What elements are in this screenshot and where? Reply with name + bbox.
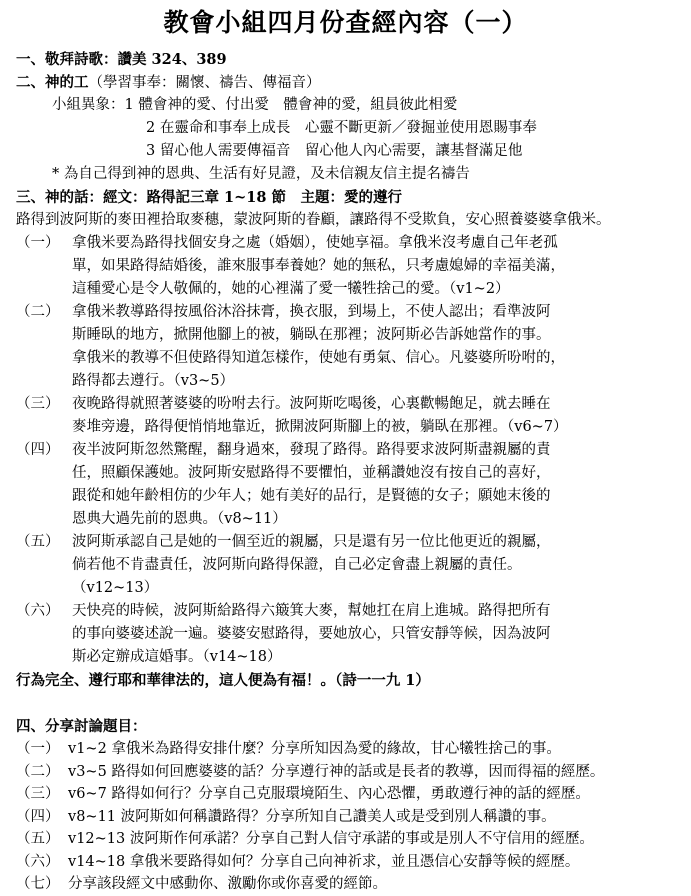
study-item-line: 波阿斯承認自己是她的一個至近的親屬，只是還有另一位比他更近的親屬， [72,534,551,550]
section3-label: 三、神的話：經文：路得記三章 1~18 節 主題：愛的遵行 [16,189,403,206]
study-item-line: 這種愛心是令人敬佩的，她的心裡滿了愛一犧牲捨己的愛。（v1~2） [72,281,510,297]
spacer [0,692,691,715]
study-item [0,439,691,531]
study-item-line: 單，如果路得結婚後，誰來服事奉養她？她的無私，只考慮媳婦的幸福美滿， [72,258,565,274]
study-item [0,531,691,600]
vision-item-2: 2 在靈命和事奉上成長 心靈不斷更新／發掘並使用恩賜事奉 [146,120,537,136]
study-item-line: 拿俄米的教導不但使路得知道怎樣作，使她有勇氣、信心。凡婆婆所吩咐的， [72,350,565,366]
study-item-body [72,232,682,301]
question-text: v3~5 路得如何回應婆婆的話？分享遵行神的話或是長者的教導，因而得福的經歷。 [68,763,605,780]
study-item [0,393,691,439]
question-item [0,851,691,874]
page-title: 教會小組四月份查經內容（一） [163,8,528,37]
study-item-body [72,531,682,600]
study-item [0,301,691,393]
section1-value: 讚美 324、389 [117,51,227,68]
question-number: （四） [16,808,60,825]
question-item [0,783,691,806]
blessing-verse: 行為完全、遵行耶和華律法的，這人便為有福！。（詩一一九 1） [16,672,430,689]
study-item-number: （二） [16,304,60,320]
vision-item-1: 1 體會神的愛、付出愛 體會神的愛，組員彼此相愛 [124,97,458,113]
study-item-number: （五） [16,534,60,550]
vision-label: 小組異象： [52,97,125,113]
question-number: （七） [16,876,60,892]
vision-line-2 [0,117,691,140]
study-item [0,600,691,669]
study-item-line: 跟從和她年齡相仿的少年人；她有美好的品行，是賢德的女子；願她末後的 [72,488,551,504]
question-item [0,873,691,896]
study-item-number: （一） [16,235,60,251]
study-item-number: （六） [16,603,60,619]
study-item-line: 拿俄米要為路得找個安身之處（婚姻），使她享福。拿俄米沒考慮自己年老孤 [72,235,558,251]
gods-work-line [0,71,691,94]
study-item-line: 的事向婆婆述說一遍。婆婆安慰路得，要她放心，只管安靜等候，因為波阿 [72,626,551,642]
question-text: v12~13 波阿斯作何承諾？分享自己對人信守承諾的事或是別人不守信用的經歷。 [68,831,594,847]
question-text: v8~11 波阿斯如何稱讚路得？分享所知自己讚美人或是受到別人稱讚的事。 [68,808,556,825]
question-item [0,828,691,851]
study-item-body [72,600,682,669]
study-item [0,232,691,301]
study-item-line: 夜晚路得就照著婆婆的吩咐去行。波阿斯吃喝後，心裏歡暢飽足，就去睡在 [72,396,551,412]
study-item-line: 路得都去遵行。（v3~5） [72,373,235,389]
question-text: v6~7 路得如何行？分享自己克服環境陌生、內心恐懼，勇敢遵行神的話的經歷。 [68,786,590,802]
section2-label: 二、神的工 [16,74,89,91]
study-item-body [72,393,682,439]
question-number: （一） [16,741,60,757]
study-item-line: 天快亮的時候，波阿斯給路得六簸箕大麥，幫她扛在肩上進城。路得把所有 [72,603,551,619]
study-item-line: （v12~13） [72,580,159,596]
vision-line-3 [0,140,691,163]
study-item-line: 任，照顧保護她。波阿斯安慰路得不要懼怕，並稱讚她沒有按自己的喜好， [72,465,551,481]
study-item-body [72,439,682,531]
study-item-number: （四） [16,442,60,458]
study-item-body [72,301,682,393]
section1-label: 一、敬拜詩歌： [16,51,118,68]
study-items [0,232,691,669]
question-item [0,761,691,784]
section2-value: （學習事奉：關懷、禱告、傳福音） [88,75,321,91]
worship-songs-line [0,48,691,71]
discussion-questions [0,738,691,896]
section4-label: 四、分享討論題目： [16,718,147,735]
question-number: （五） [16,831,60,847]
question-number: （二） [16,763,60,780]
prayer-note: * 為自己得到神的恩典、生活有好見證，及未信親友信主提名禱告 [52,166,470,182]
study-item-line: 麥堆旁邊，路得便悄悄地靠近，掀開波阿斯腳上的被，躺臥在那裡。（v6~7） [72,419,568,435]
study-item-number: （三） [16,396,60,412]
study-item-line: 斯必定辦成這婚事。（v14~18） [72,649,282,665]
section3-intro: 路得到波阿斯的麥田裡拾取麥穗，蒙波阿斯的眷顧，讓路得不受欺負，安心照養婆婆拿俄米。 [16,212,611,228]
vision-item-3: 3 留心他人需要傳福音 留心他人內心需要，讓基督滿足他 [146,143,523,159]
question-item [0,738,691,761]
question-number: （六） [16,853,60,870]
study-item-line: 倘若他不肯盡責任，波阿斯向路得保證，自己必定會盡上親屬的責任。 [72,557,522,573]
study-item-line: 夜半波阿斯忽然驚醒，翻身過來，發現了路得。路得要求波阿斯盡親屬的責 [72,442,551,458]
study-item-line: 斯睡臥的地方，掀開他腳上的被，躺臥在那裡；波阿斯必告訴她當作的事。 [72,327,551,343]
vision-line-1 [0,94,691,117]
question-text: v1~2 拿俄米為路得安排什麼？分享所知因為愛的緣故，甘心犧牲捨己的事。 [68,741,561,757]
study-item-line: 恩典大過先前的恩典。（v8~11） [72,511,287,527]
question-text: 分享該段經文中感動你、激勵你或你喜愛的經節。 [68,876,387,892]
question-number: （三） [16,786,60,802]
study-item-line: 拿俄米教導路得按風俗沐浴抹膏，換衣服，到場上，不使人認出；看準波阿 [72,304,551,320]
question-text: v14~18 拿俄米要路得如何？分享自己向神祈求，並且憑信心安靜等候的經歷。 [68,853,580,870]
question-item [0,806,691,829]
